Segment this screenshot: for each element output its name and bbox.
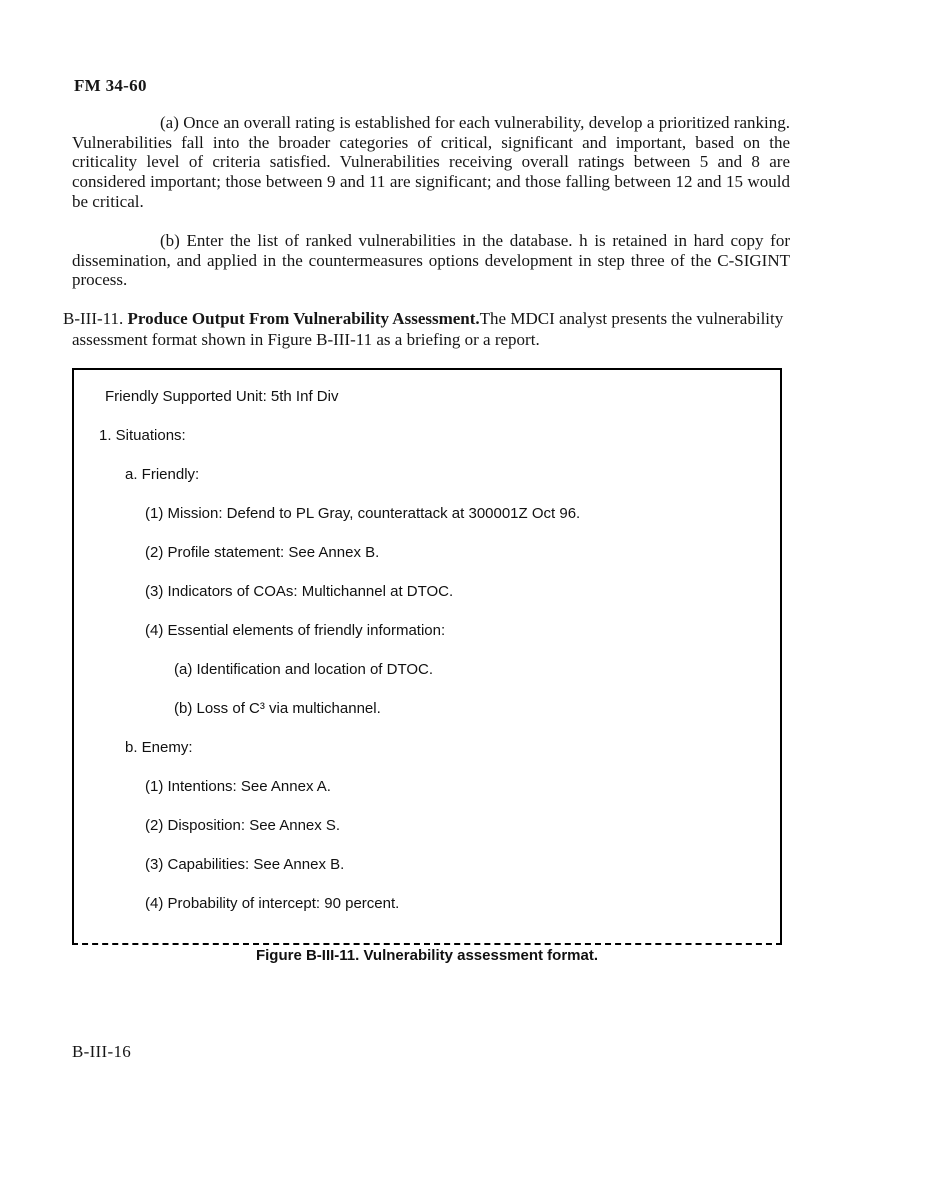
figure-line-enemy: b. Enemy: bbox=[125, 739, 193, 756]
paragraph-b: (b) Enter the list of ranked vulnerabilities in the database. h is retained in hard copy for dissemination, and applied in the countermeasures options development in step three of the C-SIGINT process. bbox=[72, 231, 790, 290]
figure-line-essential-elements: (4) Essential elements of friendly information: bbox=[145, 622, 446, 639]
figure-line-loss-c3: (b) Loss of C³ via multichannel. bbox=[174, 700, 381, 717]
figure-line-capabilities: (3) Capabilities: See Annex B. bbox=[145, 856, 345, 873]
section-number: B-III-11. bbox=[63, 309, 124, 328]
section-body-text: The MDCI analyst presents the vulnerability assessment format shown in Figure B-III-11 as a briefing or a report. bbox=[72, 309, 784, 349]
paragraph-a: (a) Once an overall rating is established for each vulnerability, develop a prioritized ranking. Vulnerabilities fall into the broader categories of critical, significant and important, based on the criticality level of criteria satisfied. Vulnerabilities receiving overall ratings between 5 and 8 are considered important; those between 9 and 11 are significant; and those falling between 12 and 15 would be critical. bbox=[72, 113, 790, 211]
page-header: FM 34-60 bbox=[74, 76, 147, 95]
figure-line-profile-statement: (2) Profile statement: See Annex B. bbox=[145, 544, 380, 561]
figure-box bbox=[72, 368, 782, 945]
section-heading-paragraph bbox=[63, 309, 790, 350]
page-footer: B-III-16 bbox=[72, 1042, 132, 1061]
section-title: Produce Output From Vulnerability Assessment. bbox=[127, 309, 480, 328]
figure-line-mission: (1) Mission: Defend to PL Gray, counterattack at 300001Z Oct 96. bbox=[145, 505, 581, 522]
figure-line-friendly: a. Friendly: bbox=[125, 466, 200, 483]
figure-line-supported-unit: Friendly Supported Unit: 5th Inf Div bbox=[105, 388, 339, 405]
figure-line-intentions: (1) Intentions: See Annex A. bbox=[145, 778, 331, 795]
figure-line-probability-intercept: (4) Probability of intercept: 90 percent. bbox=[145, 895, 400, 912]
figure-line-disposition: (2) Disposition: See Annex S. bbox=[145, 817, 341, 834]
figure-line-indicators-coas: (3) Indicators of COAs: Multichannel at DTOC. bbox=[145, 583, 454, 600]
figure-line-situations: 1. Situations: bbox=[99, 427, 186, 444]
figure-caption: Figure B-III-11. Vulnerability assessment format. bbox=[255, 947, 599, 964]
figure-line-identification-dtoc: (a) Identification and location of DTOC. bbox=[174, 661, 434, 678]
